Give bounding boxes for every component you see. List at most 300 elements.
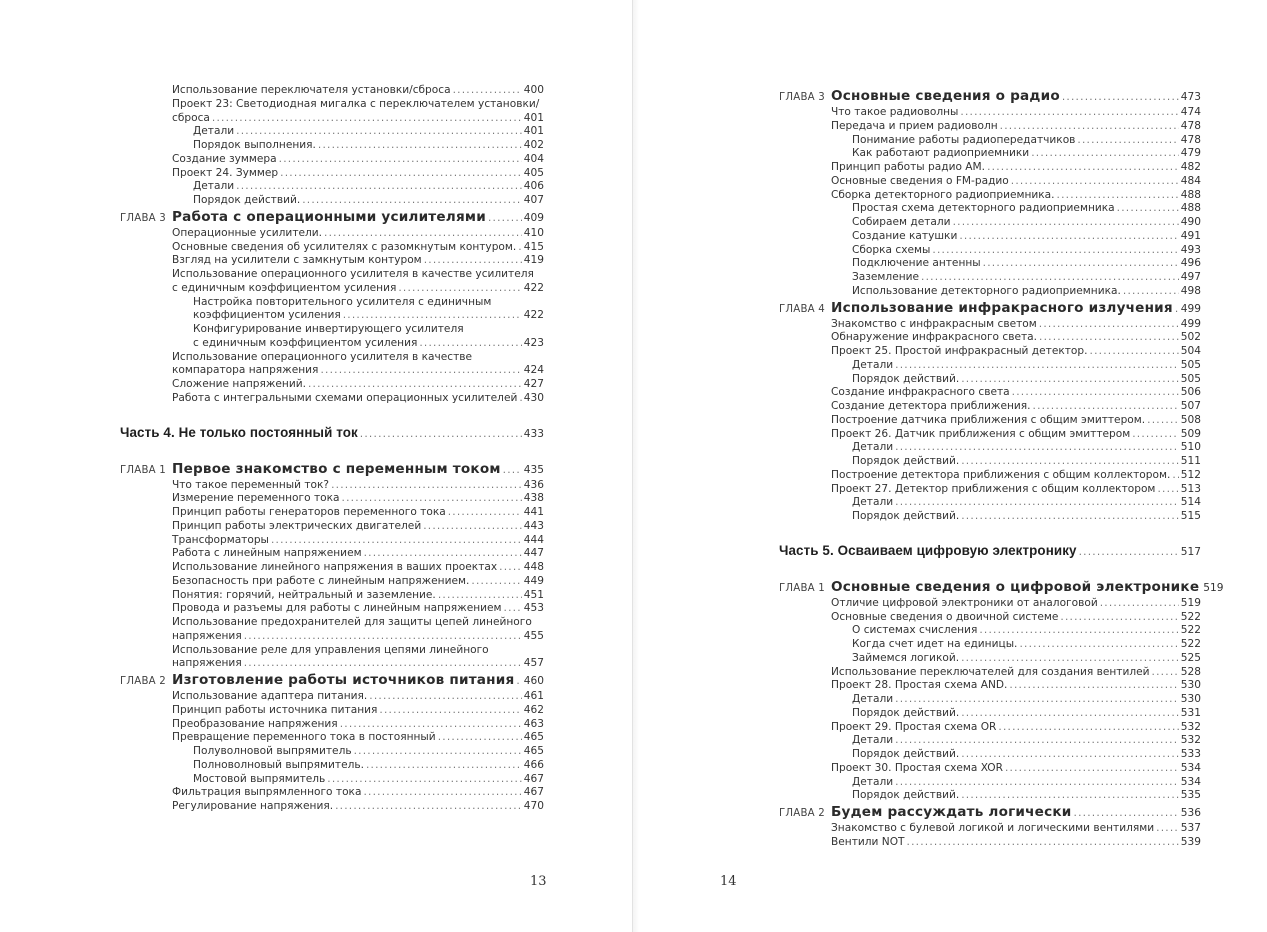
toc-section[interactable] bbox=[779, 483, 1201, 497]
dot-leader bbox=[471, 575, 521, 589]
dot-leader bbox=[448, 506, 522, 520]
page-ref: 457 bbox=[523, 657, 544, 670]
dot-leader bbox=[519, 392, 521, 406]
page-ref: 528 bbox=[1180, 665, 1201, 678]
entry-title: Сложение напряжений. bbox=[172, 378, 306, 390]
entry-title-line2: с единичным коэффициентом усиления bbox=[172, 281, 397, 294]
entry-title-line2: напряжения bbox=[172, 629, 242, 642]
page-ref: 482 bbox=[1180, 161, 1201, 173]
dot-leader bbox=[987, 161, 1179, 175]
page-ref: 478 bbox=[1180, 119, 1201, 132]
entry-title: Работа с интегральными схемами операционных усилителей bbox=[172, 391, 518, 404]
dot-leader bbox=[998, 721, 1178, 735]
toc-section[interactable] bbox=[120, 731, 544, 745]
chapter-title: Работа с операционными усилителями bbox=[172, 208, 486, 225]
toc-subsection[interactable] bbox=[120, 125, 544, 139]
page-ref: 484 bbox=[1180, 174, 1201, 187]
entry-title: Знакомство с булевой логикой и логическими вентилями bbox=[831, 822, 1155, 834]
toc-subsection[interactable] bbox=[779, 271, 1201, 285]
page-ref: 406 bbox=[523, 180, 544, 193]
toc-section[interactable] bbox=[779, 331, 1201, 345]
dot-leader bbox=[363, 786, 521, 800]
toc-section[interactable] bbox=[779, 611, 1201, 625]
page-ref: 401 bbox=[523, 111, 544, 124]
entry-title-line2: сброса bbox=[172, 111, 210, 124]
entry-title: Вентили NOT bbox=[831, 835, 905, 848]
dot-leader bbox=[302, 194, 522, 208]
page-ref: 512 bbox=[1180, 468, 1201, 481]
toc-subsection[interactable] bbox=[779, 748, 1201, 762]
page-ref: 509 bbox=[1180, 427, 1201, 440]
entry-title: Понимание работы радиопередатчиков bbox=[852, 133, 1076, 146]
toc-subsection[interactable] bbox=[120, 296, 544, 324]
dot-leader bbox=[369, 690, 522, 704]
entry-title: Принцип работы электрических двигателей bbox=[172, 519, 422, 532]
toc-subsection[interactable] bbox=[120, 745, 544, 759]
table-of-contents bbox=[779, 87, 1224, 850]
toc-subsection[interactable] bbox=[779, 202, 1201, 216]
entry-title: Провода и разъемы для работы с линейным напряжением bbox=[172, 602, 502, 615]
page-ref: 519 bbox=[1180, 596, 1201, 609]
dot-leader bbox=[961, 748, 1179, 762]
toc-section[interactable] bbox=[779, 666, 1201, 680]
dot-leader bbox=[1152, 666, 1179, 680]
toc-section[interactable] bbox=[120, 167, 544, 181]
entry-title: Трансформаторы bbox=[172, 533, 269, 546]
entry-title: Фильтрация выпрямленного тока bbox=[172, 786, 362, 799]
chapter-label: ГЛАВА 3 bbox=[779, 92, 825, 103]
toc-section[interactable] bbox=[120, 506, 544, 520]
page-ref: 465 bbox=[523, 745, 544, 757]
toc-section[interactable] bbox=[120, 520, 544, 534]
page-ref: 505 bbox=[1180, 372, 1201, 385]
entry-title: Детали bbox=[852, 734, 894, 747]
page-ref: 419 bbox=[523, 254, 544, 267]
page-ref: 466 bbox=[523, 758, 544, 771]
page-number: 13 bbox=[530, 874, 547, 889]
toc-subsection[interactable] bbox=[779, 624, 1201, 638]
entry-title: Регулирование напряжения. bbox=[172, 800, 334, 812]
entry-title: Операционные усилители. bbox=[172, 226, 323, 239]
toc-section[interactable] bbox=[779, 428, 1201, 442]
page-ref: 499 bbox=[1180, 317, 1201, 330]
entry-title-line2: напряжения bbox=[172, 657, 242, 670]
toc-subsection[interactable] bbox=[779, 147, 1201, 161]
dot-leader bbox=[1000, 120, 1179, 134]
entry-title: Использование детекторного радиоприемника. bbox=[852, 284, 1121, 297]
dot-leader bbox=[1060, 611, 1178, 625]
entry-title: Сборка детекторного радиоприемника. bbox=[831, 188, 1055, 201]
toc-subsection[interactable] bbox=[779, 510, 1201, 524]
entry-title: Порядок действий. bbox=[193, 194, 301, 206]
toc-section[interactable] bbox=[120, 547, 544, 561]
toc-section[interactable] bbox=[779, 345, 1201, 359]
toc-chapter[interactable] bbox=[120, 461, 544, 479]
page-ref: 533 bbox=[1180, 748, 1201, 760]
page-ref: 502 bbox=[1180, 331, 1201, 344]
dot-leader bbox=[271, 534, 522, 548]
page-ref: 522 bbox=[1180, 624, 1201, 637]
page-ref: 493 bbox=[1180, 243, 1201, 256]
page-ref: 513 bbox=[1180, 482, 1201, 495]
toc-section[interactable] bbox=[120, 479, 544, 493]
entry-title: Детали bbox=[852, 441, 894, 454]
dot-leader bbox=[1147, 414, 1179, 428]
page-ref: 400 bbox=[523, 84, 544, 96]
toc-section[interactable] bbox=[120, 704, 544, 718]
entry-title: Как работают радиоприемники bbox=[852, 147, 1030, 160]
toc-section[interactable] bbox=[779, 318, 1201, 332]
toc-section[interactable] bbox=[120, 534, 544, 548]
toc-section[interactable] bbox=[120, 227, 544, 241]
page-ref: 510 bbox=[1180, 441, 1201, 454]
toc-section[interactable] bbox=[779, 822, 1201, 836]
dot-leader bbox=[398, 282, 521, 296]
page-ref: 504 bbox=[1180, 345, 1201, 357]
toc-part[interactable] bbox=[120, 424, 544, 443]
page-ref: 427 bbox=[523, 378, 544, 390]
page-ref: 443 bbox=[523, 519, 544, 532]
entry-title-line1: Конфигурирование инвертирующего усилителя bbox=[193, 323, 464, 335]
chapter-label: ГЛАВА 3 bbox=[120, 212, 166, 224]
entry-title: Порядок действий. bbox=[852, 789, 960, 802]
toc-chapter[interactable] bbox=[120, 209, 544, 227]
toc-subsection[interactable] bbox=[779, 134, 1201, 148]
page-ref: 410 bbox=[523, 226, 544, 239]
page-ref: 478 bbox=[1180, 133, 1201, 146]
page-ref: 522 bbox=[1180, 638, 1201, 650]
page-ref: 491 bbox=[1180, 229, 1201, 242]
chapter-label: ГЛАВА 1 bbox=[779, 582, 825, 594]
entry-title-line1: Проект 23: Светодиодная мигалка с переключателем установки/ bbox=[172, 97, 540, 110]
toc-subsection[interactable] bbox=[779, 707, 1201, 721]
dot-leader bbox=[1100, 597, 1179, 611]
toc-subsection[interactable] bbox=[779, 230, 1201, 244]
toc-section[interactable] bbox=[120, 241, 544, 255]
toc-chapter[interactable] bbox=[779, 88, 1201, 106]
entry-title: Детали bbox=[852, 693, 894, 705]
dot-leader bbox=[895, 496, 1179, 510]
entry-title: Создание зуммера bbox=[172, 152, 277, 165]
entry-title: Полуволновой выпрямитель bbox=[193, 745, 352, 757]
page-ref: 514 bbox=[1180, 496, 1201, 509]
toc-section[interactable] bbox=[779, 161, 1201, 175]
page-ref: 488 bbox=[1180, 188, 1201, 201]
dot-leader bbox=[921, 271, 1179, 285]
dot-leader bbox=[503, 462, 522, 479]
toc-section[interactable] bbox=[120, 575, 544, 589]
toc-subsection[interactable] bbox=[779, 693, 1201, 707]
page-ref: 438 bbox=[523, 492, 544, 505]
page-ref: 422 bbox=[523, 281, 544, 294]
dot-leader bbox=[961, 789, 1179, 803]
entry-title: Основные сведения о двоичной системе bbox=[831, 610, 1059, 623]
entry-title-line1: Использование операционного усилителя в качестве усилителя bbox=[172, 268, 534, 280]
page-ref: 402 bbox=[523, 139, 544, 151]
entry-title: Безопасность при работе с линейным напряжением. bbox=[172, 574, 470, 587]
page-ref: 467 bbox=[523, 786, 544, 799]
toc-subsection[interactable] bbox=[779, 638, 1201, 652]
page-ref: 530 bbox=[1180, 693, 1201, 705]
dot-leader bbox=[1062, 89, 1179, 106]
dot-leader bbox=[960, 106, 1178, 120]
toc-subsection[interactable] bbox=[779, 359, 1201, 373]
toc-chapter[interactable] bbox=[779, 804, 1201, 822]
page-ref: 534 bbox=[1180, 775, 1201, 788]
toc-subsection[interactable] bbox=[120, 139, 544, 153]
toc-subsection[interactable] bbox=[779, 455, 1201, 469]
page-ref: 479 bbox=[1180, 147, 1201, 160]
dot-leader bbox=[1011, 175, 1179, 189]
toc-section[interactable] bbox=[779, 386, 1201, 400]
dot-leader bbox=[953, 216, 1179, 230]
toc-section[interactable] bbox=[779, 414, 1201, 428]
dot-leader bbox=[424, 254, 522, 268]
toc-section[interactable] bbox=[120, 153, 544, 167]
toc-subsection[interactable] bbox=[779, 441, 1201, 455]
toc-section[interactable] bbox=[779, 679, 1201, 693]
page-ref: 488 bbox=[1180, 202, 1201, 215]
toc-subsection[interactable] bbox=[120, 773, 544, 787]
dot-leader bbox=[1057, 189, 1179, 203]
dot-leader bbox=[320, 364, 521, 378]
dot-leader bbox=[279, 153, 522, 167]
entry-title: Принцип работы генераторов переменного тока bbox=[172, 506, 446, 518]
dot-leader bbox=[360, 425, 522, 443]
dot-leader bbox=[516, 673, 521, 690]
dot-leader bbox=[1175, 301, 1179, 318]
page-ref: 401 bbox=[523, 125, 544, 138]
page-ref: 422 bbox=[523, 309, 544, 322]
entry-title: Детали bbox=[852, 496, 894, 509]
entry-title: Создание инфракрасного света bbox=[831, 386, 1010, 399]
dot-leader bbox=[983, 257, 1179, 271]
toc-section[interactable] bbox=[120, 800, 544, 814]
dot-leader bbox=[335, 800, 522, 814]
toc-section[interactable] bbox=[120, 616, 544, 644]
toc-subsection[interactable] bbox=[779, 244, 1201, 258]
dot-leader bbox=[895, 359, 1179, 373]
toc-section[interactable] bbox=[120, 602, 544, 616]
toc-subsection[interactable] bbox=[779, 789, 1201, 803]
dot-leader bbox=[1009, 679, 1178, 693]
entry-title: Использование переключателя установки/сброса bbox=[172, 84, 451, 96]
toc-section[interactable] bbox=[779, 762, 1201, 776]
entry-title: Порядок действий. bbox=[852, 748, 960, 760]
dot-leader bbox=[324, 227, 522, 241]
entry-title: Порядок действий. bbox=[852, 510, 960, 522]
page-ref: 435 bbox=[523, 463, 544, 476]
dot-leader bbox=[1157, 483, 1178, 497]
toc-section[interactable] bbox=[779, 106, 1201, 120]
dot-leader bbox=[1033, 400, 1179, 414]
toc-section[interactable] bbox=[120, 561, 544, 575]
entry-title: Проект 28. Простая схема AND. bbox=[831, 679, 1008, 692]
entry-title: Детали bbox=[852, 358, 894, 371]
page-ref: 463 bbox=[523, 717, 544, 730]
toc-subsection[interactable] bbox=[779, 652, 1201, 666]
page-ref: 539 bbox=[1180, 835, 1201, 848]
dot-leader bbox=[895, 734, 1179, 748]
dot-leader bbox=[1039, 331, 1179, 345]
page-ref: 531 bbox=[1180, 706, 1201, 719]
chapter-title: Основные сведения о радио bbox=[831, 88, 1060, 104]
page-ref: 405 bbox=[523, 166, 544, 179]
dot-leader bbox=[453, 84, 522, 98]
entry-title: Сборка схемы bbox=[852, 243, 931, 256]
toc-subsection[interactable] bbox=[120, 180, 544, 194]
dot-leader bbox=[499, 561, 522, 575]
dot-leader bbox=[438, 589, 522, 603]
part-title: Часть 4. Не только постоянный ток bbox=[120, 424, 358, 440]
page-ref: 467 bbox=[523, 772, 544, 785]
toc-section[interactable] bbox=[779, 175, 1201, 189]
chapter-label: ГЛАВА 1 bbox=[120, 464, 166, 476]
toc-subsection[interactable] bbox=[779, 496, 1201, 510]
page-ref: 460 bbox=[523, 675, 544, 687]
entry-title: Преобразование напряжения bbox=[172, 717, 338, 730]
entry-title: Что такое переменный ток? bbox=[172, 478, 330, 491]
toc-part[interactable] bbox=[779, 542, 1201, 561]
entry-title: Проект 24. Зуммер bbox=[172, 166, 279, 179]
page-ref: 462 bbox=[523, 703, 544, 716]
chapter-title: Использование инфракрасного излучения bbox=[831, 299, 1173, 316]
entry-title: Отличие цифровой электроники от аналоговой bbox=[831, 596, 1098, 609]
dot-leader bbox=[244, 630, 522, 644]
chapter-title: Первое знакомство с переменным током bbox=[172, 460, 501, 477]
entry-title: Передача и прием радиоволн bbox=[831, 119, 998, 132]
toc-section[interactable] bbox=[120, 690, 544, 704]
chapter-label: ГЛАВА 2 bbox=[779, 808, 825, 819]
dot-leader bbox=[907, 836, 1179, 850]
dot-leader bbox=[366, 759, 522, 773]
chapter-title: Основные сведения о цифровой электронике bbox=[831, 578, 1200, 595]
entry-title: Основные сведения об усилителях с разомкнутым контуром. bbox=[172, 240, 517, 253]
toc-subsection[interactable] bbox=[779, 285, 1201, 299]
dot-leader bbox=[327, 773, 521, 787]
toc-subsection[interactable] bbox=[779, 216, 1201, 230]
dot-leader bbox=[1005, 762, 1179, 776]
entry-title: Порядок действий. bbox=[852, 455, 960, 467]
toc-section[interactable] bbox=[779, 721, 1201, 735]
toc-chapter[interactable] bbox=[779, 578, 1224, 597]
dot-leader bbox=[1039, 318, 1179, 332]
toc-section[interactable] bbox=[120, 378, 544, 392]
toc-subsection[interactable] bbox=[779, 257, 1201, 271]
entry-title: Измерение переменного тока bbox=[172, 492, 340, 505]
toc-section[interactable] bbox=[779, 189, 1201, 203]
toc-section[interactable] bbox=[120, 718, 544, 732]
page-ref: 498 bbox=[1180, 284, 1201, 297]
entry-title-line2: с единичным коэффициентом усиления bbox=[193, 336, 418, 349]
page-ref: 497 bbox=[1180, 271, 1201, 283]
page-ref: 451 bbox=[523, 588, 544, 601]
page-ref: 499 bbox=[1180, 302, 1201, 315]
toc-section[interactable] bbox=[120, 84, 544, 98]
toc-section[interactable] bbox=[120, 392, 544, 406]
toc-chapter[interactable] bbox=[120, 672, 544, 690]
entry-title: Проект 27. Детектор приближения с общим коллектором bbox=[831, 482, 1156, 495]
table-of-contents bbox=[120, 84, 544, 814]
toc-subsection[interactable] bbox=[779, 776, 1201, 790]
entry-title: Когда счет идет на единицы. bbox=[852, 638, 1018, 650]
page-ref: 511 bbox=[1180, 455, 1201, 467]
dot-leader bbox=[212, 112, 522, 126]
entry-title: Понятия: горячий, нейтральный и заземление. bbox=[172, 588, 436, 601]
page-ref: 517 bbox=[1180, 545, 1201, 558]
toc-section[interactable] bbox=[779, 469, 1201, 483]
dot-leader bbox=[959, 230, 1178, 244]
entry-title: Построение датчика приближения с общим эмиттером. bbox=[831, 413, 1146, 426]
dot-leader bbox=[343, 309, 522, 323]
dot-leader bbox=[280, 167, 522, 181]
entry-title-line2: компаратора напряжения bbox=[172, 364, 319, 377]
entry-title: Проект 30. Простая схема XOR bbox=[831, 761, 1003, 774]
entry-title: Знакомство с инфракрасным светом bbox=[831, 317, 1037, 330]
toc-section[interactable] bbox=[779, 836, 1201, 850]
entry-title: Займемся логикой. bbox=[852, 651, 960, 664]
toc-section[interactable] bbox=[779, 400, 1201, 414]
dot-leader bbox=[1117, 202, 1179, 216]
toc-section[interactable] bbox=[120, 492, 544, 506]
entry-title: Проект 29. Простая схема OR bbox=[831, 720, 997, 733]
toc-section[interactable] bbox=[120, 786, 544, 800]
dot-leader bbox=[423, 520, 522, 534]
toc-section[interactable] bbox=[120, 589, 544, 603]
toc-chapter[interactable] bbox=[779, 300, 1201, 318]
dot-leader bbox=[961, 510, 1179, 524]
entry-title: Превращение переменного тока в постоянный bbox=[172, 731, 436, 744]
toc-section[interactable] bbox=[120, 254, 544, 268]
dot-leader bbox=[518, 241, 521, 255]
toc-section[interactable] bbox=[120, 268, 544, 296]
entry-title: Создание детектора приближения. bbox=[831, 400, 1031, 412]
toc-subsection[interactable] bbox=[120, 323, 544, 351]
dot-leader bbox=[342, 492, 522, 506]
entry-title-line2: коэффициентом усиления bbox=[193, 309, 341, 322]
entry-title: Детали bbox=[193, 180, 235, 193]
toc-subsection[interactable] bbox=[120, 759, 544, 773]
dot-leader bbox=[419, 337, 521, 351]
entry-title: Обнаружение инфракрасного света. bbox=[831, 331, 1038, 344]
dot-leader bbox=[354, 745, 522, 759]
dot-leader bbox=[244, 657, 522, 671]
toc-section[interactable] bbox=[120, 644, 544, 672]
page-ref: 455 bbox=[523, 629, 544, 642]
page-ref: 424 bbox=[523, 364, 544, 377]
entry-title: Порядок действий. bbox=[852, 706, 960, 719]
entry-title: Что такое радиоволны bbox=[831, 106, 959, 118]
page-ref: 444 bbox=[523, 533, 544, 546]
toc-section[interactable] bbox=[120, 98, 544, 126]
page-ref: 404 bbox=[523, 152, 544, 165]
toc-subsection[interactable] bbox=[120, 194, 544, 208]
dot-leader bbox=[364, 547, 522, 561]
toc-section[interactable] bbox=[779, 597, 1201, 611]
toc-section[interactable] bbox=[120, 351, 544, 379]
toc-subsection[interactable] bbox=[779, 373, 1201, 387]
dot-leader bbox=[1172, 469, 1178, 483]
toc-section[interactable] bbox=[779, 120, 1201, 134]
dot-leader bbox=[340, 718, 522, 732]
page-ref: 473 bbox=[1180, 91, 1201, 103]
chapter-label: ГЛАВА 4 bbox=[779, 303, 825, 315]
toc-subsection[interactable] bbox=[779, 734, 1201, 748]
page-ref: 409 bbox=[523, 211, 544, 224]
entry-title: Работа с линейным напряжением bbox=[172, 547, 362, 560]
dot-leader bbox=[932, 244, 1178, 258]
page-ref: 415 bbox=[523, 240, 544, 253]
